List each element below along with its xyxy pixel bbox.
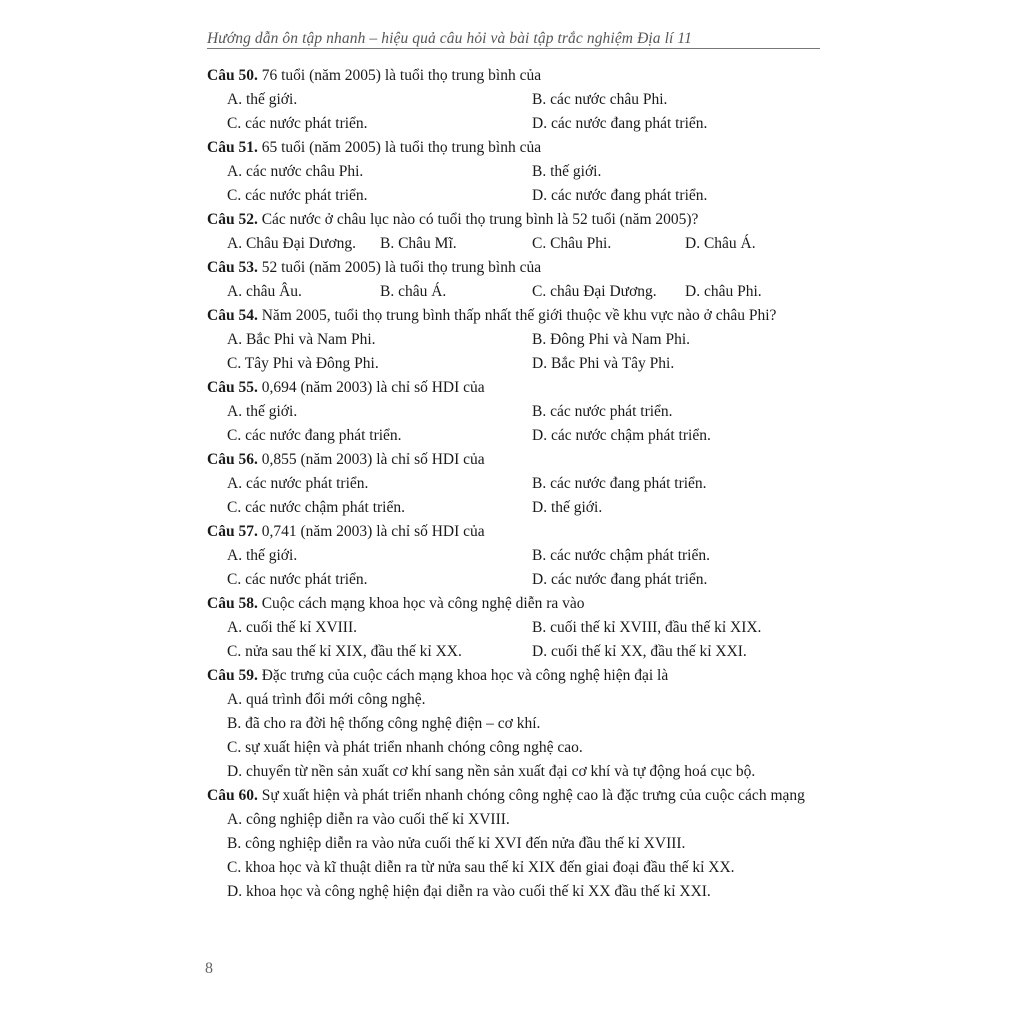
- answer-options: [207, 328, 825, 376]
- answer-option: C. các nước phát triển.: [227, 187, 368, 204]
- question-stem: [207, 448, 825, 472]
- question-block: [207, 64, 825, 136]
- answer-option: B. các nước đang phát triển.: [532, 475, 707, 492]
- question-stem: [207, 304, 825, 328]
- answer-options: [207, 616, 825, 664]
- question-stem: [207, 784, 825, 808]
- question-list: [207, 64, 825, 904]
- answer-option: C. các nước phát triển.: [227, 115, 368, 132]
- question-stem: [207, 376, 825, 400]
- answer-option: C. các nước đang phát triển.: [227, 427, 402, 444]
- answer-options: [207, 400, 825, 448]
- question-stem: [207, 208, 825, 232]
- question-text: 0,855 (năm 2003) là chỉ số HDI của: [261, 451, 485, 468]
- question-stem: [207, 592, 825, 616]
- answer-option: A. các nước châu Phi.: [227, 163, 364, 180]
- question-text: Năm 2005, tuổi thọ trung bình thấp nhất thế giới thuộc về khu vực nào ở châu Phi?: [261, 307, 777, 324]
- answer-option: A. châu Âu.: [227, 283, 302, 300]
- page-number: 8: [205, 960, 213, 977]
- answer-option: A. công nghiệp diễn ra vào cuối thế kỉ XVIII.: [227, 811, 510, 828]
- header-divider: [207, 48, 820, 49]
- answer-option: A. cuối thế kỉ XVIII.: [227, 619, 357, 636]
- answer-option: B. thế giới.: [532, 163, 602, 180]
- answer-option: B. đã cho ra đời hệ thống công nghệ điện – cơ khí.: [227, 715, 541, 732]
- question-number: Câu 50.: [207, 67, 258, 84]
- answer-options: [207, 544, 825, 592]
- question-block: [207, 208, 825, 256]
- answer-option: A. các nước phát triển.: [227, 475, 369, 492]
- question-text: 0,741 (năm 2003) là chỉ số HDI của: [261, 523, 485, 540]
- answer-option: C. châu Đại Dương.: [532, 283, 657, 300]
- answer-option: A. thế giới.: [227, 91, 298, 108]
- answer-option: D. Bắc Phi và Tây Phi.: [532, 355, 675, 372]
- answer-option: B. Châu Mĩ.: [380, 235, 457, 252]
- answer-option: B. các nước châu Phi.: [532, 91, 668, 108]
- answer-options: [207, 280, 825, 304]
- answer-option: C. các nước phát triển.: [227, 571, 368, 588]
- answer-option: A. thế giới.: [227, 547, 298, 564]
- answer-option: A. quá trình đổi mới công nghệ.: [227, 691, 426, 708]
- answer-option: A. thế giới.: [227, 403, 298, 420]
- answer-option: D. châu Phi.: [685, 283, 762, 300]
- question-text: 52 tuổi (năm 2005) là tuổi thọ trung bình của: [261, 259, 542, 276]
- question-number: Câu 51.: [207, 139, 258, 156]
- answer-option: C. Tây Phi và Đông Phi.: [227, 355, 379, 372]
- answer-options: [207, 232, 825, 256]
- question-number: Câu 53.: [207, 259, 258, 276]
- answer-options: [207, 688, 825, 784]
- answer-option: C. Châu Phi.: [532, 235, 612, 252]
- answer-option: D. cuối thế kỉ XX, đầu thế kỉ XXI.: [532, 643, 747, 660]
- question-block: [207, 448, 825, 520]
- answer-option: A. Bắc Phi và Nam Phi.: [227, 331, 376, 348]
- question-number: Câu 59.: [207, 667, 258, 684]
- question-block: [207, 304, 825, 376]
- question-stem: [207, 520, 825, 544]
- question-number: Câu 56.: [207, 451, 258, 468]
- question-stem: [207, 256, 825, 280]
- answer-option: B. Đông Phi và Nam Phi.: [532, 331, 691, 348]
- answer-option: C. sự xuất hiện và phát triển nhanh chóng công nghệ cao.: [227, 739, 583, 756]
- answer-option: B. các nước chậm phát triển.: [532, 547, 710, 564]
- question-block: [207, 664, 825, 784]
- answer-option: B. công nghiệp diễn ra vào nửa cuối thế kỉ XVI đến nửa đầu thế kỉ XVIII.: [227, 835, 686, 852]
- question-stem: [207, 136, 825, 160]
- answer-options: [207, 808, 825, 904]
- question-block: [207, 784, 825, 904]
- question-block: [207, 520, 825, 592]
- question-number: Câu 55.: [207, 379, 258, 396]
- question-number: Câu 52.: [207, 211, 258, 228]
- question-number: Câu 60.: [207, 787, 258, 804]
- answer-options: [207, 472, 825, 520]
- question-text: Sự xuất hiện và phát triển nhanh chóng công nghệ cao là đặc trưng của cuộc cách mạng: [261, 787, 805, 804]
- running-header: Hướng dẫn ôn tập nhanh – hiệu quả câu hỏi và bài tập trắc nghiệm Địa lí 11: [207, 30, 692, 47]
- question-text: 65 tuổi (năm 2005) là tuổi thọ trung bình của: [261, 139, 542, 156]
- question-text: 0,694 (năm 2003) là chỉ số HDI của: [261, 379, 485, 396]
- answer-option: D. các nước đang phát triển.: [532, 571, 708, 588]
- question-number: Câu 58.: [207, 595, 258, 612]
- answer-option: D. các nước đang phát triển.: [532, 187, 708, 204]
- question-text: Đặc trưng của cuộc cách mạng khoa học và công nghệ hiện đại là: [261, 667, 669, 684]
- question-stem: [207, 664, 825, 688]
- answer-option: C. các nước chậm phát triển.: [227, 499, 405, 516]
- answer-option: D. các nước đang phát triển.: [532, 115, 708, 132]
- question-text: Các nước ở châu lục nào có tuổi thọ trung bình là 52 tuổi (năm 2005)?: [261, 211, 699, 228]
- question-block: [207, 376, 825, 448]
- question-block: [207, 592, 825, 664]
- answer-option: D. thế giới.: [532, 499, 603, 516]
- answer-option: D. Châu Á.: [685, 235, 756, 252]
- question-block: [207, 136, 825, 208]
- answer-option: D. chuyển từ nền sản xuất cơ khí sang nền sản xuất đại cơ khí và tự động hoá cục bộ.: [227, 763, 756, 780]
- answer-option: B. châu Á.: [380, 283, 447, 300]
- question-number: Câu 54.: [207, 307, 258, 324]
- question-number: Câu 57.: [207, 523, 258, 540]
- answer-options: [207, 160, 825, 208]
- answer-option: B. cuối thế kỉ XVIII, đầu thế kỉ XIX.: [532, 619, 762, 636]
- question-stem: [207, 64, 825, 88]
- answer-options: [207, 88, 825, 136]
- question-text: 76 tuổi (năm 2005) là tuổi thọ trung bình của: [261, 67, 542, 84]
- question-text: Cuộc cách mạng khoa học và công nghệ diễn ra vào: [261, 595, 585, 612]
- answer-option: D. khoa học và công nghệ hiện đại diễn ra vào cuối thế kỉ XX đầu thế kỉ XXI.: [227, 883, 711, 900]
- answer-option: B. các nước phát triển.: [532, 403, 673, 420]
- question-block: [207, 256, 825, 304]
- answer-option: C. nửa sau thế kỉ XIX, đầu thế kỉ XX.: [227, 643, 462, 660]
- answer-option: C. khoa học và kĩ thuật diễn ra từ nửa sau thế kỉ XIX đến giai đoại đầu thế kỉ XX.: [227, 859, 735, 876]
- answer-option: D. các nước chậm phát triển.: [532, 427, 711, 444]
- answer-option: A. Châu Đại Dương.: [227, 235, 356, 252]
